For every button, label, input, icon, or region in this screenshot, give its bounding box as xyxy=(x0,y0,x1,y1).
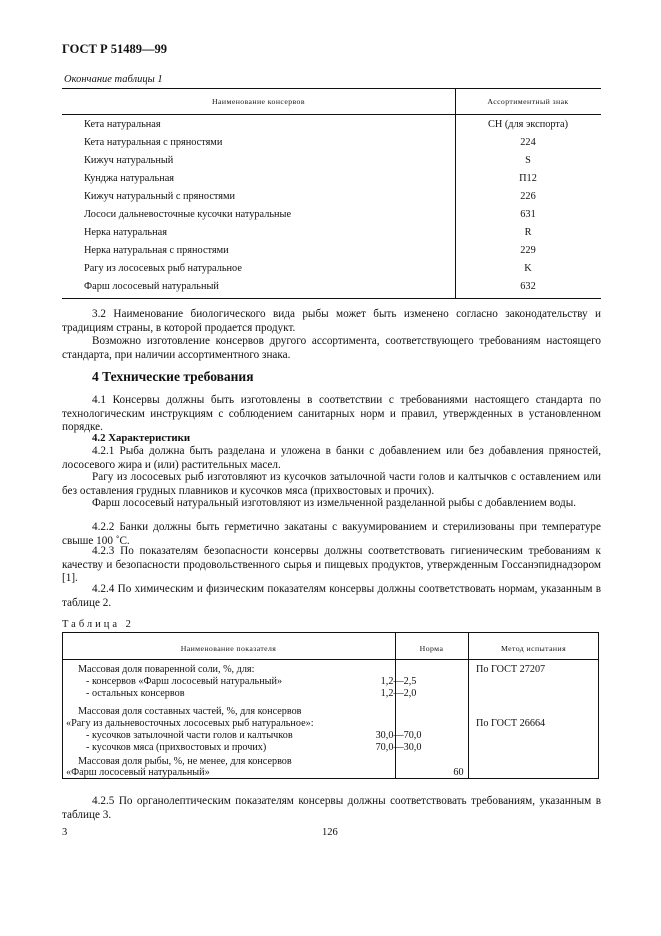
footer-page-number: 126 xyxy=(322,827,338,838)
table-row xyxy=(62,154,601,172)
indicator-salt-b: - остальных консервов xyxy=(86,688,185,699)
assortment-mark: 229 xyxy=(520,245,536,256)
indicator-components-a: - кусочков затылочной части голов и калтычков xyxy=(86,730,293,741)
assortment-mark: СН (для экспорта) xyxy=(487,119,569,130)
product-name: Рагу из лососевых рыб натуральное xyxy=(84,263,242,274)
assortment-mark: 632 xyxy=(520,281,536,292)
product-name: Нерка натуральная с пряностями xyxy=(84,245,229,256)
paragraph-4-2-1: 4.2.1 Рыба должна быть разделана и уложена в банки с добавлением или без добавления пряностей, лососевого жира и (или) растительных масел. xyxy=(62,445,601,471)
assortment-mark: K xyxy=(524,263,532,274)
paragraph-4-1: 4.1 Консервы должны быть изготовлены в соответствии с требованиями настоящего стандарта по технологическим инструкциям с соблюдением санитарных норм и правил, утвержденных в установленном порядке. xyxy=(62,394,601,433)
indicator-components-title-2: «Рагу из дальневосточных лососевых рыб натуральное»: xyxy=(66,718,314,729)
column-header-name: Наименование консервов xyxy=(212,97,305,106)
product-name: Кета натуральная с пряностями xyxy=(84,137,223,148)
norm-fish: 60 xyxy=(453,767,464,778)
indicator-salt-title: Массовая доля поваренной соли, %, для: xyxy=(78,664,255,675)
assortment-mark: R xyxy=(524,227,532,238)
assortment-mark: П12 xyxy=(519,173,537,184)
column-header-mark: Ассортиментный знак xyxy=(487,97,569,106)
norm-components-b: 70,0—30,0 xyxy=(375,742,422,753)
chemical-indicators-table xyxy=(62,632,599,779)
product-name: Кунджа натуральная xyxy=(84,173,175,184)
norm-salt-a: 1,2—2,5 xyxy=(380,676,417,687)
product-name: Кета натуральная xyxy=(84,119,161,130)
product-name: Нерка натуральная xyxy=(84,227,167,238)
document-header: ГОСТ Р 51489—99 xyxy=(62,42,168,56)
assortment-mark: S xyxy=(525,155,531,166)
paragraph-3-2: 3.2 Наименование биологического вида рыбы может быть изменено согласно законодательству и традициям страны, в которой продается продукт. xyxy=(62,308,601,334)
table-row xyxy=(62,262,601,280)
table-row xyxy=(62,244,601,262)
assortment-mark: 631 xyxy=(520,209,536,220)
table-row xyxy=(62,226,601,244)
column-header-norm: Норма xyxy=(419,644,444,653)
footer-page-left: 3 xyxy=(62,827,68,838)
indicator-salt-a: - консервов «Фарш лососевый натуральный» xyxy=(86,676,283,687)
paragraph-4-2-1-b: Рагу из лососевых рыб изготовляют из кусочков затылочной части голов и калтычков с оставлением или без оставления грудных плавников и кусочков мяса (прихвостовых и прочих). xyxy=(62,471,601,497)
section-heading: 4 Технические требования xyxy=(92,369,254,384)
column-header-indicator: Наименование показателя xyxy=(180,644,277,653)
indicator-fish-title-2: «Фарш лососевый натуральный» xyxy=(66,767,210,778)
header-separator xyxy=(62,659,599,660)
product-name: Кижуч натуральный xyxy=(84,155,174,166)
table-continuation-caption: Окончание таблицы 1 xyxy=(64,74,163,85)
table-row xyxy=(62,208,601,226)
norm-salt-b: 1,2—2,0 xyxy=(380,688,417,699)
column-header-method: Метод испытания xyxy=(500,644,567,653)
paragraph-4-2-3: 4.2.3 По показателям безопасности консервы должны соответствовать гигиеническим требованиям к качеству и безопасности продовольственного сырья и пищевых продуктов, утвержденным Госсанэпиднадзором [1]. xyxy=(62,545,601,584)
table-header-row xyxy=(62,88,601,115)
product-name: Фарш лососевый натуральный xyxy=(84,281,219,292)
paragraph-3-2-b: Возможно изготовление консервов другого ассортимента, соответствующего требованиям настоящего стандарта, при наличии ассортиментного знака. xyxy=(62,335,601,361)
table-row xyxy=(62,190,601,208)
paragraph-4-2-1-c: Фарш лососевый натуральный изготовляют из измельченной разделанной рыбы с добавлением воды. xyxy=(92,497,577,509)
table-row xyxy=(62,280,601,298)
indicator-components-b: - кусочков мяса (прихвостовых и прочих) xyxy=(86,742,267,753)
assortment-mark: 226 xyxy=(520,191,536,202)
product-name: Кижуч натуральный с пряностями xyxy=(84,191,236,202)
subsection-heading: 4.2 Характеристики xyxy=(92,432,191,444)
paragraph-4-2-2: 4.2.2 Банки должны быть герметично закатаны с вакуумированием и стерилизованы при температуре свыше 100 ˚С. xyxy=(62,521,601,547)
norm-components-a: 30,0—70,0 xyxy=(375,730,422,741)
table-row xyxy=(62,118,601,136)
table-row xyxy=(62,136,601,154)
table-bottom-rule xyxy=(62,298,601,299)
indicator-fish-title: Массовая доля рыбы, %, не менее, для консервов xyxy=(78,756,292,767)
table-2-label: Таблица 2 xyxy=(62,619,134,630)
assortment-table xyxy=(62,88,601,298)
indicator-components-title: Массовая доля составных частей, %, для консервов xyxy=(78,706,302,717)
paragraph-4-2-5: 4.2.5 По органолептическим показателям консервы должны соответствовать требованиям, указанным в таблице 3. xyxy=(62,795,601,821)
product-name: Лососи дальневосточные кусочки натуральные xyxy=(84,209,292,220)
table-row xyxy=(62,172,601,190)
assortment-mark: 224 xyxy=(520,137,536,148)
paragraph-4-2-4: 4.2.4 По химическим и физическим показателям консервы должны соответствовать нормам, указанным в таблице 2. xyxy=(62,583,601,609)
method-salt: По ГОСТ 27207 xyxy=(476,664,546,675)
method-components: По ГОСТ 26664 xyxy=(476,718,546,729)
